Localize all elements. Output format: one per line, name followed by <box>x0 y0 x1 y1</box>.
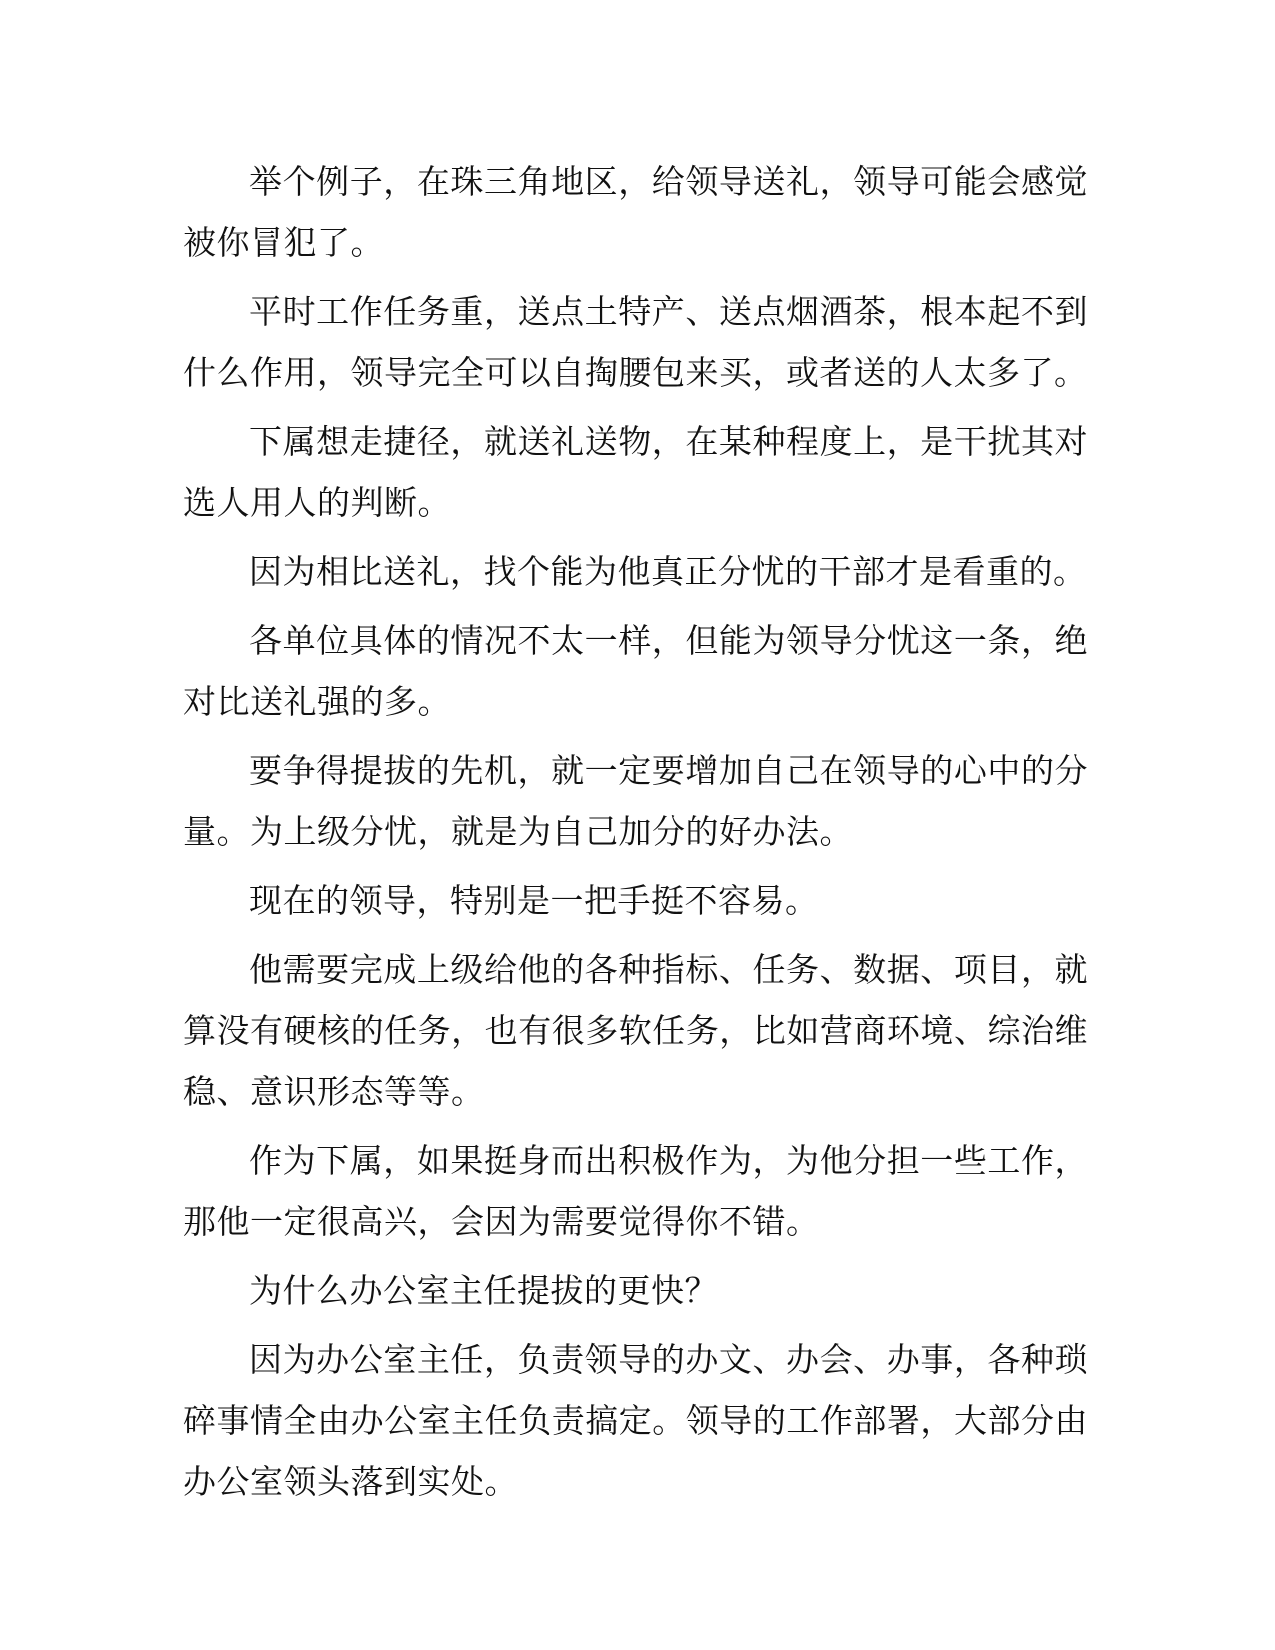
paragraph-11: 因为办公室主任，负责领导的办文、办会、办事，各种琐碎事情全由办公室主任负责搞定。领导的工作部署，大部分由办公室领头落到实处。 <box>183 1340 1088 1501</box>
paragraph-9: 作为下属，如果挺身而出积极作为，为他分担一些工作，那他一定很高兴，会因为需要觉得你不错。 <box>183 1141 1088 1241</box>
paragraph-10: 为什么办公室主任提拔的更快？ <box>249 1271 718 1310</box>
paragraph-7: 现在的领导，特别是一把手挺不容易。 <box>249 881 819 920</box>
document-body <box>183 151 1088 1520</box>
paragraph-5: 各单位具体的情况不太一样，但能为领导分忧这一条，绝对比送礼强的多。 <box>183 621 1088 721</box>
paragraph-1: 举个例子，在珠三角地区，给领导送礼，领导可能会感觉被你冒犯了。 <box>183 162 1088 262</box>
paragraph-6: 要争得提拔的先机，就一定要增加自己在领导的心中的分量。为上级分忧，就是为自己加分的好办法。 <box>183 751 1088 851</box>
paragraph-8: 他需要完成上级给他的各种指标、任务、数据、项目，就算没有硬核的任务，也有很多软任务，比如营商环境、综治维稳、意识形态等等。 <box>183 950 1088 1111</box>
paragraph-3: 下属想走捷径，就送礼送物，在某种程度上，是干扰其对选人用人的判断。 <box>183 422 1088 522</box>
paragraph-2: 平时工作任务重，送点土特产、送点烟酒茶，根本起不到什么作用，领导完全可以自掏腰包来买，或者送的人太多了。 <box>183 292 1088 392</box>
paragraph-4: 因为相比送礼，找个能为他真正分忧的干部才是看重的。 <box>249 552 1087 591</box>
